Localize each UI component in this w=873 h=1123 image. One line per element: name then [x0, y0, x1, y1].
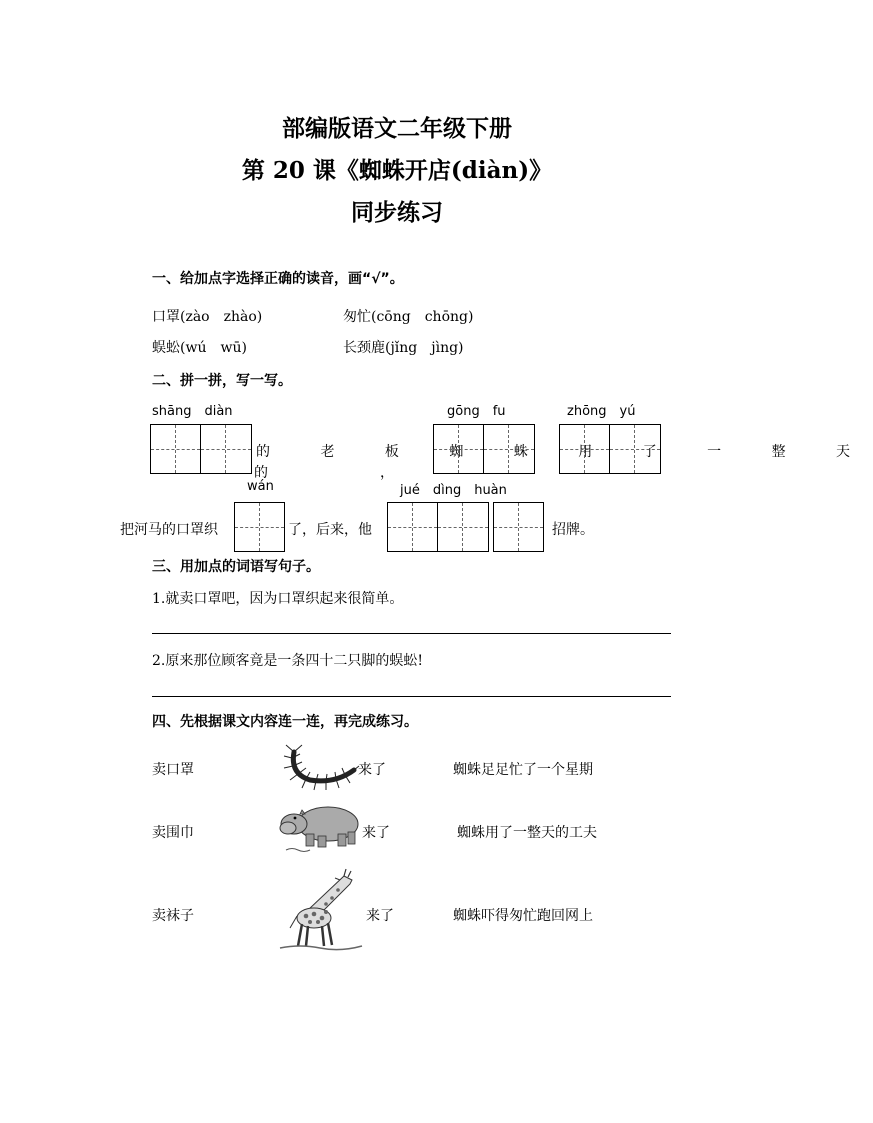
title-line-2: 第 20 课《蜘蛛开店(diàn)》: [241, 157, 553, 184]
sentence-comma: ，: [380, 465, 394, 481]
s1-item-3: 蜈蚣(wú wū): [152, 340, 247, 356]
title-line-3: 同步练习: [351, 199, 443, 226]
s1-item-2: 匆忙(cōng chōng): [343, 309, 474, 325]
pinyin-jueding-huan: jué dìng huàn: [400, 483, 507, 498]
right-item-1[interactable]: 蜘蛛足足忙了一个星期: [453, 762, 593, 778]
s3-item-2: 2.原来那位顾客竟是一条四十二只脚的蜈蚣!: [152, 653, 423, 669]
write-grid-jueding[interactable]: [387, 502, 489, 552]
sentence-part-b: 的: [254, 465, 268, 481]
sentence-part-d: 了，后来，他: [288, 522, 372, 538]
section-4-heading: 四、先根据课文内容连一连，再完成练习。: [152, 714, 418, 730]
middle-item-2: 来了: [362, 825, 390, 841]
write-grid-huan[interactable]: [493, 502, 544, 552]
left-item-3[interactable]: 卖袜子: [152, 908, 194, 924]
section-3-heading: 三、用加点的词语写句子。: [152, 559, 320, 575]
title-line-1: 部编版语文二年级下册: [282, 115, 512, 142]
pinyin-wan: wán: [247, 479, 274, 494]
pinyin-gongfu: gōng fu: [447, 404, 506, 419]
centipede-icon[interactable]: [280, 744, 360, 792]
sentence-part-c: 把河马的口罩织: [120, 522, 218, 538]
hippo-icon[interactable]: [280, 798, 362, 854]
section-2-heading: 二、拼一拼，写一写。: [152, 373, 292, 389]
s1-item-4: 长颈鹿(jǐng jìng): [343, 340, 464, 356]
middle-item-1: 来了: [358, 762, 386, 778]
giraffe-icon[interactable]: [278, 866, 364, 952]
write-grid-wan[interactable]: [234, 502, 285, 552]
right-item-3[interactable]: 蜘蛛吓得匆忙跑回网上: [453, 908, 593, 924]
sentence-part-e: 招牌。: [552, 522, 594, 538]
answer-line-1[interactable]: [152, 633, 671, 634]
s3-item-1: 1.就卖口罩吧，因为口罩织起来很简单。: [152, 591, 404, 607]
right-item-2[interactable]: 蜘蛛用了一整天的工夫: [457, 825, 597, 841]
left-item-2[interactable]: 卖围巾: [152, 825, 194, 841]
pinyin-shangdian: shāng diàn: [152, 404, 233, 419]
left-item-1[interactable]: 卖口罩: [152, 762, 194, 778]
middle-item-3: 来了: [366, 908, 394, 924]
write-grid-shangdian[interactable]: [150, 424, 252, 474]
s1-item-1: 口罩(zào zhào): [152, 309, 263, 325]
pinyin-zhongyu: zhōng yú: [567, 404, 636, 419]
write-grid-zhongyu[interactable]: [559, 424, 661, 474]
answer-line-2[interactable]: [152, 696, 671, 697]
write-grid-gongfu[interactable]: [433, 424, 535, 474]
section-1-heading: 一、给加点字选择正确的读音，画“√”。: [152, 271, 404, 287]
sentence-part-a: 的 老 板 蜘 蛛 用 了 一 整 天: [256, 444, 873, 460]
